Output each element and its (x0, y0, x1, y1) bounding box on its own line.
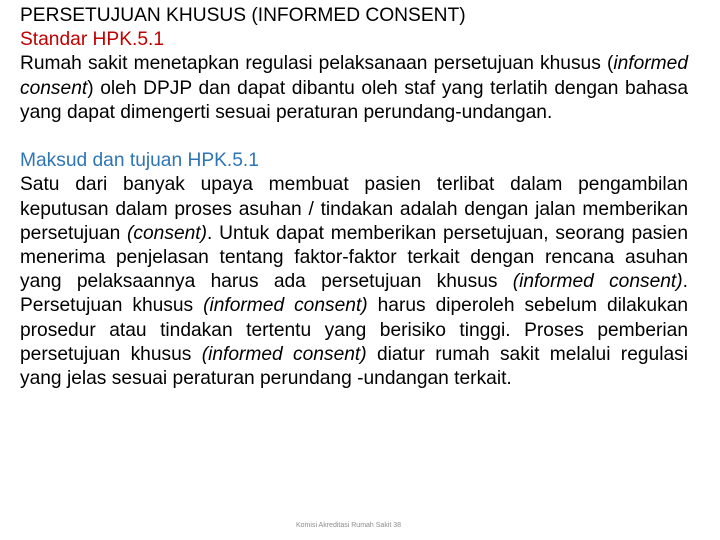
section-heading: Maksud dan tujuan HPK.5.1 (20, 150, 259, 172)
text-run: . Persetujuan khusus (20, 271, 689, 317)
italic-run: (informed consent) (512, 271, 683, 293)
spacer (20, 125, 688, 149)
text-run: harus diperoleh sebelum dilakukan prosedur atau tindakan tertentu yang berisiko tinggi. Proses pemberian persetujuan khusus (20, 295, 689, 365)
footer-text: Komisi Akreditasi Rumah Sakit 38 (296, 522, 402, 529)
text-run: ) oleh DPJP dan dapat dibantu oleh staf yang terlatih dengan bahasa yang dapat dimengerti sesuai peraturan perundang-undangan. (20, 77, 688, 123)
italic-run: informed consent (20, 53, 688, 99)
standard-label: Standar HPK.5.1 (20, 29, 164, 51)
italic-run: (informed consent) (203, 295, 368, 317)
standard-paragraph (20, 52, 688, 125)
text-run: Satu dari banyak upaya membuat pasien terlibat dalam pengambilan keputusan dalam proses asuhan / tindakan adalah dengan jalan memberikan persetujuan (20, 174, 688, 244)
purpose-paragraph (20, 173, 688, 391)
slide-content (20, 4, 688, 391)
italic-run: (consent) (127, 222, 208, 244)
document-title: PERSETUJUAN KHUSUS (INFORMED CONSENT) (20, 5, 466, 26)
text-run: diatur rumah sakit melalui regulasi yang jelas sesuai peraturan perundang -undangan terkait. (20, 343, 688, 390)
italic-run: (informed consent) (201, 343, 367, 365)
text-run: . Untuk dapat memberikan persetujuan, seorang pasien menerima penjelasan tentang faktor-faktor terkait dengan rencana asuhan yang pelaksaannya harus ada persetujuan khusus (20, 222, 689, 293)
text-run: Rumah sakit menetapkan regulasi pelaksanaan persetujuan khusus ( (20, 53, 614, 75)
